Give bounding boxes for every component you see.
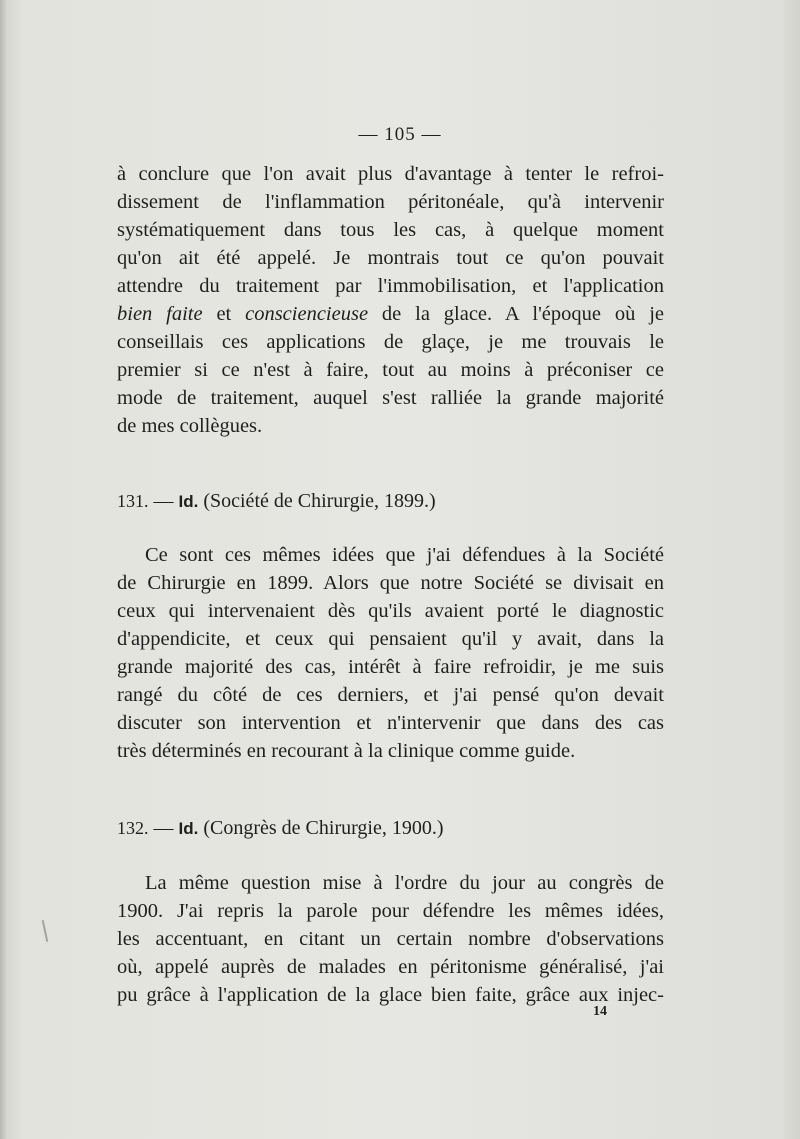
signature-mark: 14 bbox=[593, 1004, 607, 1019]
italic-phrase: consciencieuse bbox=[245, 303, 369, 325]
text-line: 1900. J'ai repris la parole pour défendre les mêmes idées, bbox=[117, 900, 664, 922]
entry-reference: (Société de Chirurgie, 1899.) bbox=[198, 490, 436, 512]
text-line: systématiquement dans tous les cas, à quelque moment bbox=[117, 219, 664, 241]
text-line: pu grâce à l'application de la glace bien faite, grâce aux injec- bbox=[117, 984, 664, 1006]
text-line bbox=[117, 300, 664, 328]
text-line: dissement de l'inflammation péritonéale, qu'à intervenir bbox=[117, 191, 664, 213]
text-line: qu'on ait été appelé. Je montrais tout ce qu'on pouvait bbox=[117, 247, 664, 269]
text-line: très déterminés en recourant à la clinique comme guide. bbox=[117, 740, 576, 762]
idem-label: Id. bbox=[178, 819, 199, 838]
text-fragment: de la glace. A l'époque où je bbox=[368, 303, 665, 325]
entry-heading-132 bbox=[117, 817, 444, 840]
text-line: à conclure que l'on avait plus d'avantage à tenter le refroi- bbox=[117, 163, 664, 185]
text-line: rangé du côté de ces derniers, et j'ai pensé qu'on devait bbox=[117, 684, 664, 706]
text-line: discuter son intervention et n'intervenir que dans des cas bbox=[117, 712, 664, 734]
idem-label: Id. bbox=[178, 492, 199, 511]
text-line: d'appendicite, et ceux qui pensaient qu'il y avait, dans la bbox=[117, 628, 664, 650]
page-number: — 105 — bbox=[358, 124, 442, 145]
text-line: Ce sont ces mêmes idées que j'ai défendues à la Société bbox=[145, 544, 664, 566]
page-binding-edge bbox=[0, 0, 6, 1139]
entry-reference: (Congrès de Chirurgie, 1900.) bbox=[198, 817, 444, 839]
text-line: La même question mise à l'ordre du jour au congrès de bbox=[145, 872, 664, 894]
text-line: ceux qui intervenaient dès qu'ils avaient porté le diagnostic bbox=[117, 600, 664, 622]
text-line: premier si ce n'est à faire, tout au moins à préconiser ce bbox=[117, 359, 664, 381]
entry-number: 131. bbox=[117, 491, 149, 511]
paragraph-132 bbox=[117, 869, 664, 1009]
text-line: conseillais ces applications de glaçe, je me trouvais le bbox=[117, 331, 664, 353]
em-dash: — bbox=[148, 490, 179, 512]
text-line: attendre du traitement par l'immobilisation, et l'application bbox=[117, 275, 664, 297]
em-dash: — bbox=[148, 817, 179, 839]
italic-phrase: bien faite bbox=[117, 303, 203, 325]
margin-mark bbox=[42, 920, 49, 942]
text-line: de Chirurgie en 1899. Alors que notre Société se divisait en bbox=[117, 572, 664, 594]
entry-number: 132. bbox=[117, 818, 149, 838]
text-line: où, appelé auprès de malades en péritonisme généralisé, j'ai bbox=[117, 956, 664, 978]
text-line: mode de traitement, auquel s'est ralliée la grande majorité bbox=[117, 387, 664, 409]
paragraph-131 bbox=[117, 541, 664, 765]
text-line: les accentuant, en citant un certain nombre d'observations bbox=[117, 928, 664, 950]
entry-heading-131 bbox=[117, 490, 436, 513]
paragraph-continuation bbox=[117, 160, 664, 440]
text-fragment: et bbox=[202, 303, 246, 325]
text-line: grande majorité des cas, intérêt à faire refroidir, je me suis bbox=[117, 656, 664, 678]
text-line: de mes collègues. bbox=[117, 415, 263, 437]
